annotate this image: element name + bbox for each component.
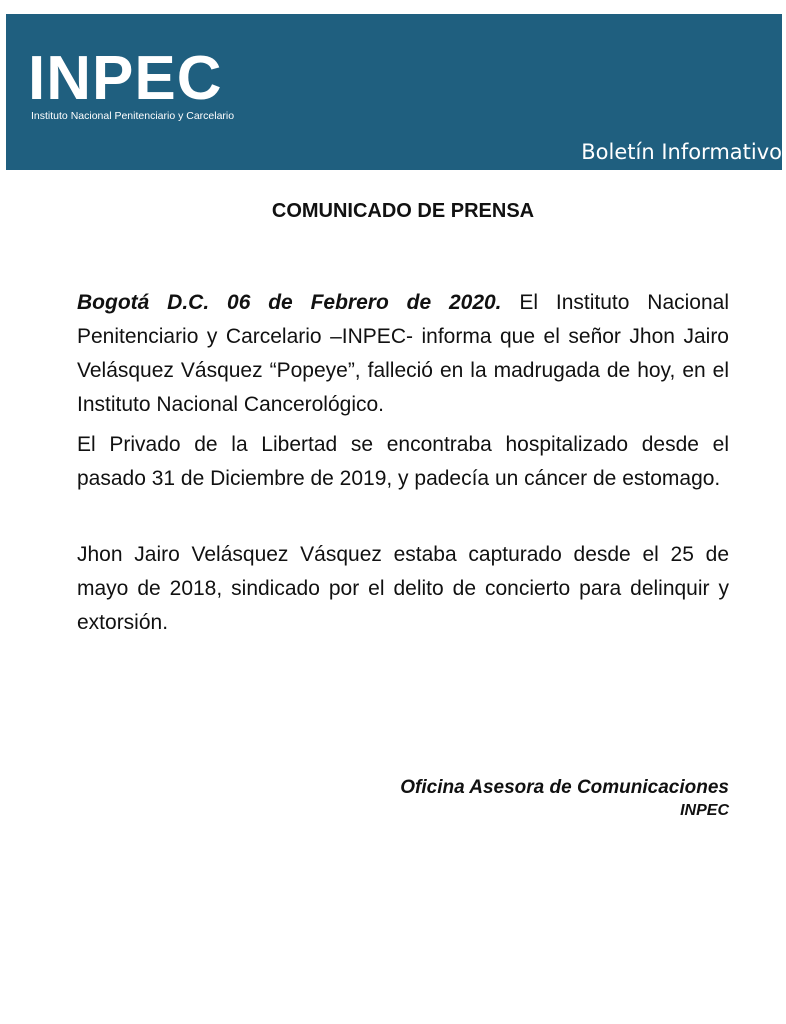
document-title: COMUNICADO DE PRENSA: [271, 200, 535, 222]
paragraph-1: [77, 286, 729, 422]
dateline: Bogotá D.C. 06 de Febrero de 2020.: [77, 291, 502, 314]
signature-block: [400, 776, 729, 822]
paragraph-1-text: El Instituto Nacional Penitenciario y Carcelario –INPEC- informa que el señor Jhon Jairo Velásquez Vásquez “Popeye”, falleció en la madrugada de hoy, en el Instituto Nacional Cancerológico.: [77, 291, 730, 416]
header-banner: [6, 14, 782, 170]
signature-office: Oficina Asesora de Comunicaciones: [400, 777, 729, 798]
logo-subtitle: Instituto Nacional Penitenciario y Carcelario: [31, 110, 235, 122]
bulletin-label: Boletín Informativo: [581, 140, 782, 164]
signature-organization: INPEC: [680, 802, 729, 819]
paragraph-2: El Privado de la Libertad se encontraba hospitalizado desde el pasado 31 de Diciembre de 2019, y padecía un cáncer de estomago.: [77, 433, 729, 490]
inpec-logo: INPEC: [28, 44, 223, 113]
paragraph-3: Jhon Jairo Velásquez Vásquez estaba capturado desde el 25 de mayo de 2018, sindicado por el delito de concierto para delinquir y extorsión.: [77, 543, 729, 634]
